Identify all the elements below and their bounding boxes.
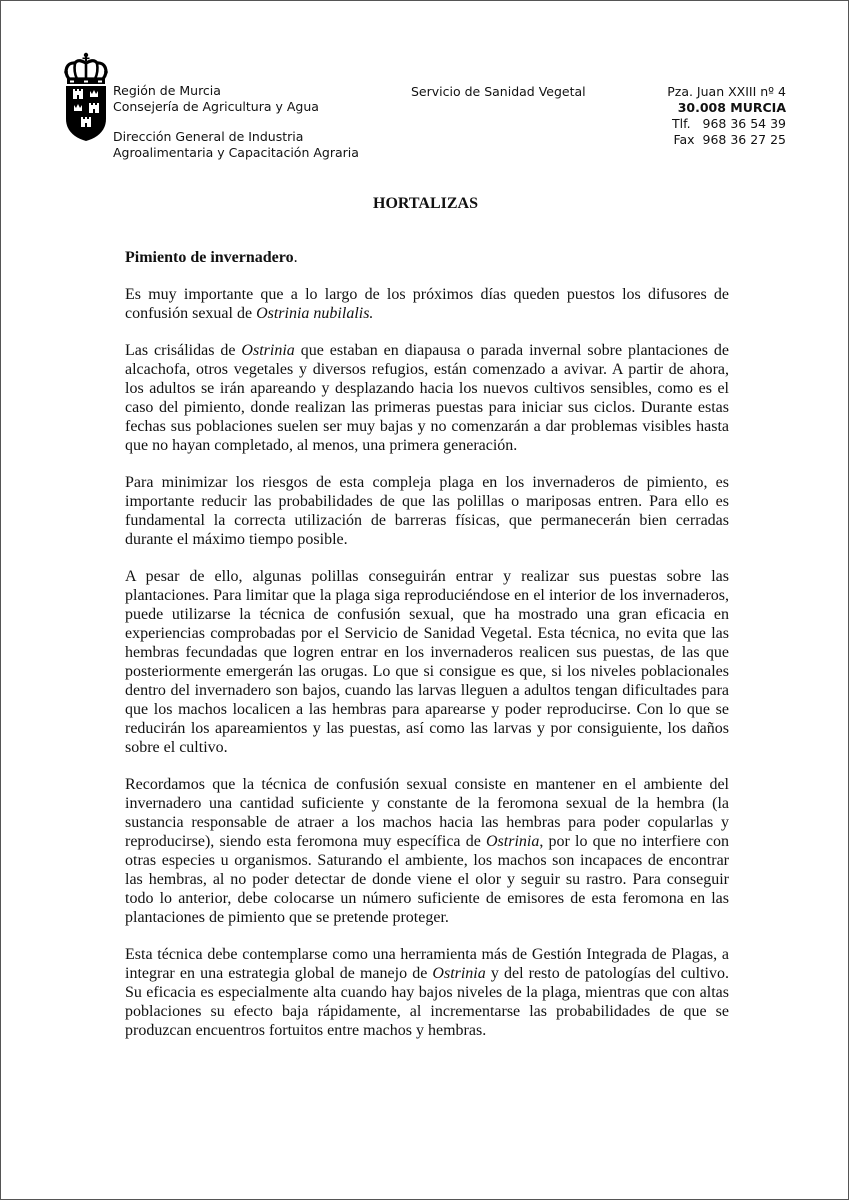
service-name: Servicio de Sanidad Vegetal [411,84,586,99]
paragraph-6-start: Esta técnica debe contemplarse como una herramienta más de Gestión Integrada de Plagas, a integrar en una estrategia global de manejo de [125,946,729,982]
org-directorate-cont: Agroalimentaria y Capacitación Agraria [113,145,359,160]
paragraph-2-end: que estaban en diapausa o parada invernal sobre plantaciones de alcachofa, otros vegetales y diversos refugios, están comenzado a avivar. A partir de ahora, los adultos se irán apareando y desplazando hacia los nuevos cultivos sensibles, como es el caso del pimiento, donde realizan las primeras puestas para iniciar sus ciclos. Durante estas fechas sus poblaciones suelen ser muy bajas y no comenzarán a dar problemas visibles hasta que no hayan completado, al menos, una primera generación. [125,342,730,454]
address-phone: Tlf. 968 36 54 39 [672,116,786,131]
address-city: 30.008 MURCIA [677,100,786,115]
paragraph-3: Para minimizar los riesgos de esta compleja plaga en los invernaderos de pimiento, es importante reducir las probabilidades de que las polillas o mariposas entren. Para ello es fundamental la correcta utilización de barreras físicas, que permanecerán bien cerradas durante el máximo tiempo posible. [125,474,729,548]
section-subtitle: Pimiento de invernadero [125,249,294,266]
subtitle-period: . [293,249,298,266]
org-region: Región de Murcia [113,83,221,98]
paragraph-5-species: Ostrinia [485,833,540,850]
paragraph-6-species: Ostrinia [432,965,486,982]
paragraph-6 [125,945,729,1040]
document-title: HORTALIZAS [373,195,478,212]
coat-of-arms-icon [61,49,111,144]
paragraph-2-species: Ostrinia [241,342,295,359]
subtitle-line [125,248,729,267]
address-street: Pza. Juan XXIII nº 4 [667,84,786,99]
paragraph-2-start: Las crisálidas de [125,342,242,359]
paragraph-1-species: Ostrinia nubilalis. [256,305,374,322]
org-directorate: Dirección General de Industria [113,129,304,144]
paragraph-6-end: y del resto de patologías del cultivo. Su eficacia es especialmente alta cuando hay bajos niveles de la plaga, mientras que con altas poblaciones su efecto baja rápidamente, al incrementarse las probabilidades de que se produzcan encuentros fortuitos entre machos y hembras. [125,965,730,1039]
paragraph-5-end: , por lo que no interfiere con otras especies u organismos. Saturando el ambiente, los machos son incapaces de encontrar las hembras, al no poder detectar de donde viene el olor y seguir su rastro. Para conseguir todo lo anterior, debe colocarse un número suficiente de emisores de esta feromona en las plantaciones de pimiento que se pretende proteger. [125,833,729,926]
address-fax: Fax 968 36 27 25 [673,132,786,147]
paragraph-1 [125,285,729,323]
paragraph-4: A pesar de ello, algunas polillas conseguirán entrar y realizar sus puestas sobre las plantaciones. Para limitar que la plaga siga reproduciéndose en el interior de los invernaderos, puede utilizarse la técnica de confusión sexual, que ha mostrado una gran eficacia en experiencias comprobadas por el Servicio de Sanidad Vegetal. Esta técnica, no evita que las hembras fecundadas que logren entrar en los invernaderos realicen sus puestas, de las que posteriormente emergerán las orugas. Lo que si consigue es que, si los niveles poblacionales dentro del invernadero son bajos, cuando las larvas lleguen a adultos tengan dificultades para que los machos localicen a las hembras para aparearse y poder reproducirse. Con lo que se reducirán los apareamientos y las puestas, así como las larvas y por consiguiente, los daños sobre el cultivo. [125,568,729,756]
org-department: Consejería de Agricultura y Agua [113,99,319,114]
organization-block [113,83,359,161]
paragraph-5-start: Recordamos que la técnica de confusión sexual consiste en mantener en el ambiente del invernadero una cantidad suficiente y constante de la feromona sexual de la hembra (la sustancia responsable de atraer a los machos hacia las hembras para poder copularlas y reproducirse), siendo esta feromona muy específica de [125,776,729,850]
paragraph-1-text: Es muy importante que a lo largo de los próximos días queden puestos los difusores de confusión sexual de [125,286,729,322]
paragraph-5 [125,775,729,927]
address-block [667,84,786,148]
document-body [125,248,729,1058]
paragraph-2 [125,341,729,455]
